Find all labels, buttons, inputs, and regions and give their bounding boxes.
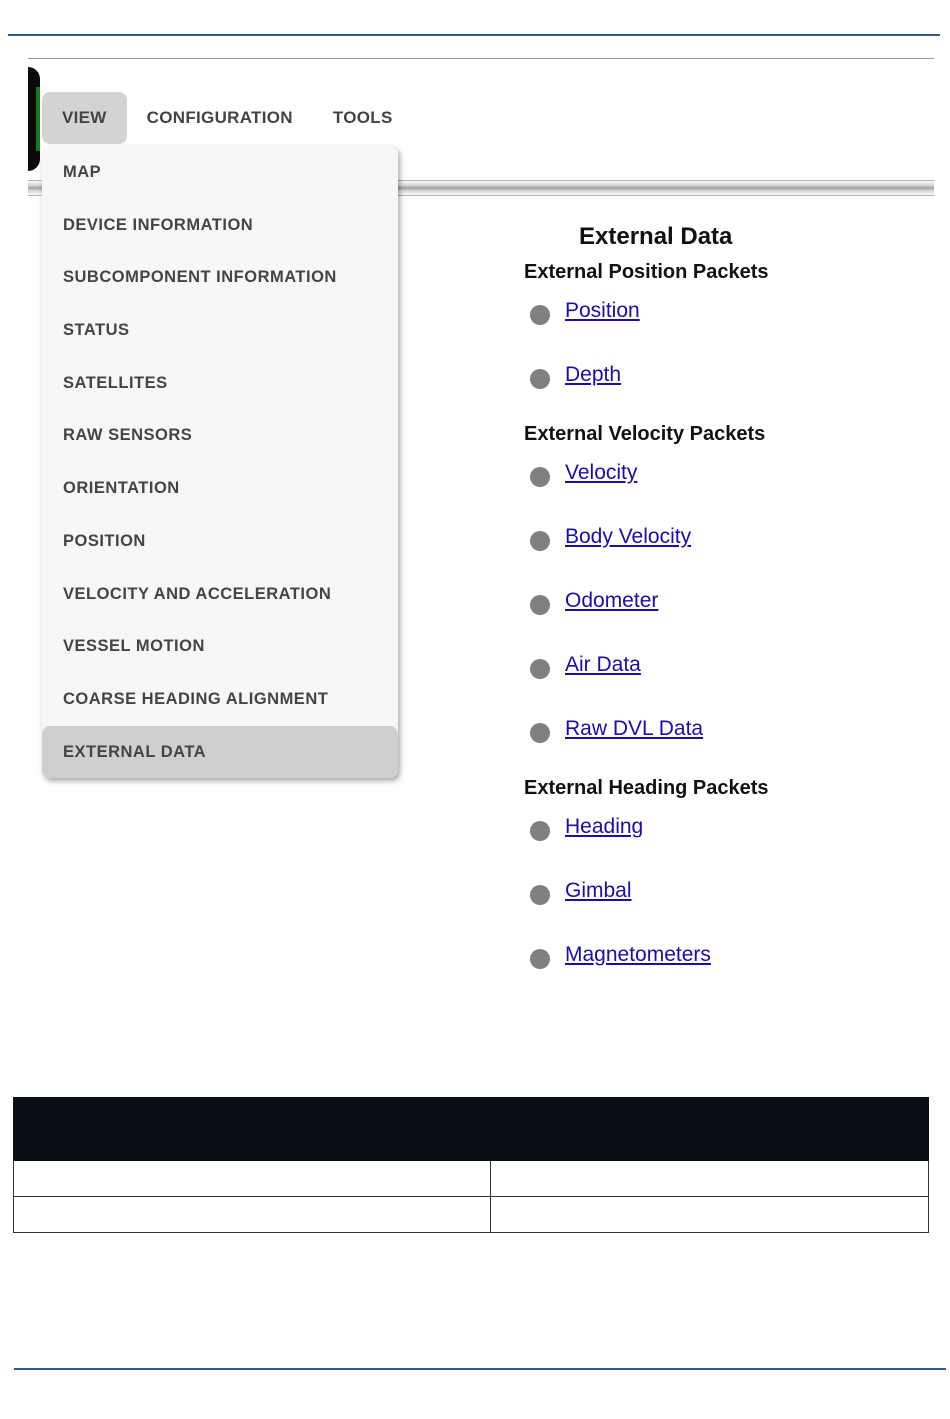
list-item (524, 933, 924, 997)
table-header-row (14, 1098, 929, 1161)
link-heading[interactable]: Heading (565, 815, 644, 838)
section-heading-velocity: External Velocity Packets (524, 423, 766, 445)
menu-tools[interactable]: TOOLS (332, 108, 393, 127)
menu-item-raw-sensors[interactable]: RAW SENSORS (63, 426, 193, 445)
menu-item-position[interactable]: POSITION (63, 531, 146, 550)
table-cell (14, 1161, 491, 1197)
external-data-panel (524, 219, 924, 997)
bullet-icon (530, 659, 550, 679)
bottom-page-rule (14, 1368, 946, 1370)
menu-item-status[interactable]: STATUS (63, 321, 130, 340)
menu-item-map[interactable]: MAP (63, 163, 102, 181)
list-item (524, 643, 924, 707)
menu-item-orientation[interactable]: ORIENTATION (63, 479, 180, 498)
top-page-rule (8, 34, 940, 36)
view-dropdown-menu (42, 146, 398, 778)
list-item (524, 579, 924, 643)
menu-item-vessel-motion[interactable]: VESSEL MOTION (63, 637, 205, 656)
document-table (13, 1097, 928, 1233)
bullet-icon (530, 885, 550, 905)
link-position[interactable]: Position (565, 299, 640, 322)
link-odometer[interactable]: Odometer (565, 589, 659, 612)
list-item (524, 515, 924, 579)
bullet-icon (530, 595, 550, 615)
section-heading-heading: External Heading Packets (524, 777, 769, 799)
table-cell (491, 1161, 929, 1197)
table-header-cell (14, 1098, 491, 1161)
bullet-icon (530, 821, 550, 841)
logo-edge (28, 67, 40, 171)
menu-item-subcomponent-information[interactable]: SUBCOMPONENT INFORMATION (63, 268, 337, 287)
bullet-icon (530, 723, 550, 743)
list-item (524, 451, 924, 515)
page-title: External Data (579, 223, 733, 250)
link-body-velocity[interactable]: Body Velocity (565, 525, 692, 548)
menu-configuration[interactable]: CONFIGURATION (146, 108, 293, 127)
menu-view[interactable]: VIEW (42, 92, 127, 144)
list-item (524, 289, 924, 353)
link-gimbal[interactable]: Gimbal (565, 879, 632, 902)
bullet-icon (530, 369, 550, 389)
menu-item-device-information[interactable]: DEVICE INFORMATION (63, 215, 254, 234)
list-item (524, 353, 924, 417)
link-depth[interactable]: Depth (565, 363, 622, 386)
menu-item-satellites[interactable]: SATELLITES (63, 373, 168, 392)
link-velocity[interactable]: Velocity (565, 461, 638, 484)
list-item (524, 869, 924, 933)
app-screenshot (28, 58, 934, 1009)
list-item (524, 805, 924, 869)
bullet-icon (530, 305, 550, 325)
link-air-data[interactable]: Air Data (565, 653, 641, 676)
table-row (14, 1197, 929, 1233)
bullet-icon (530, 949, 550, 969)
link-magnetometers[interactable]: Magnetometers (565, 943, 711, 966)
table-cell (491, 1197, 929, 1233)
table (13, 1097, 929, 1233)
menu-item-coarse-heading-alignment[interactable]: COARSE HEADING ALIGNMENT (63, 689, 329, 708)
bullet-icon (530, 531, 550, 551)
table-cell (14, 1197, 491, 1233)
link-raw-dvl-data[interactable]: Raw DVL Data (565, 717, 704, 740)
menu-item-velocity-and-acceleration[interactable]: VELOCITY AND ACCELERATION (63, 584, 332, 603)
bullet-icon (530, 467, 550, 487)
table-row (14, 1161, 929, 1197)
section-heading-position: External Position Packets (524, 261, 769, 283)
menu-item-external-data[interactable]: EXTERNAL DATA (42, 726, 398, 779)
menubar (42, 92, 413, 144)
table-header-cell (491, 1098, 929, 1161)
list-item (524, 707, 924, 771)
